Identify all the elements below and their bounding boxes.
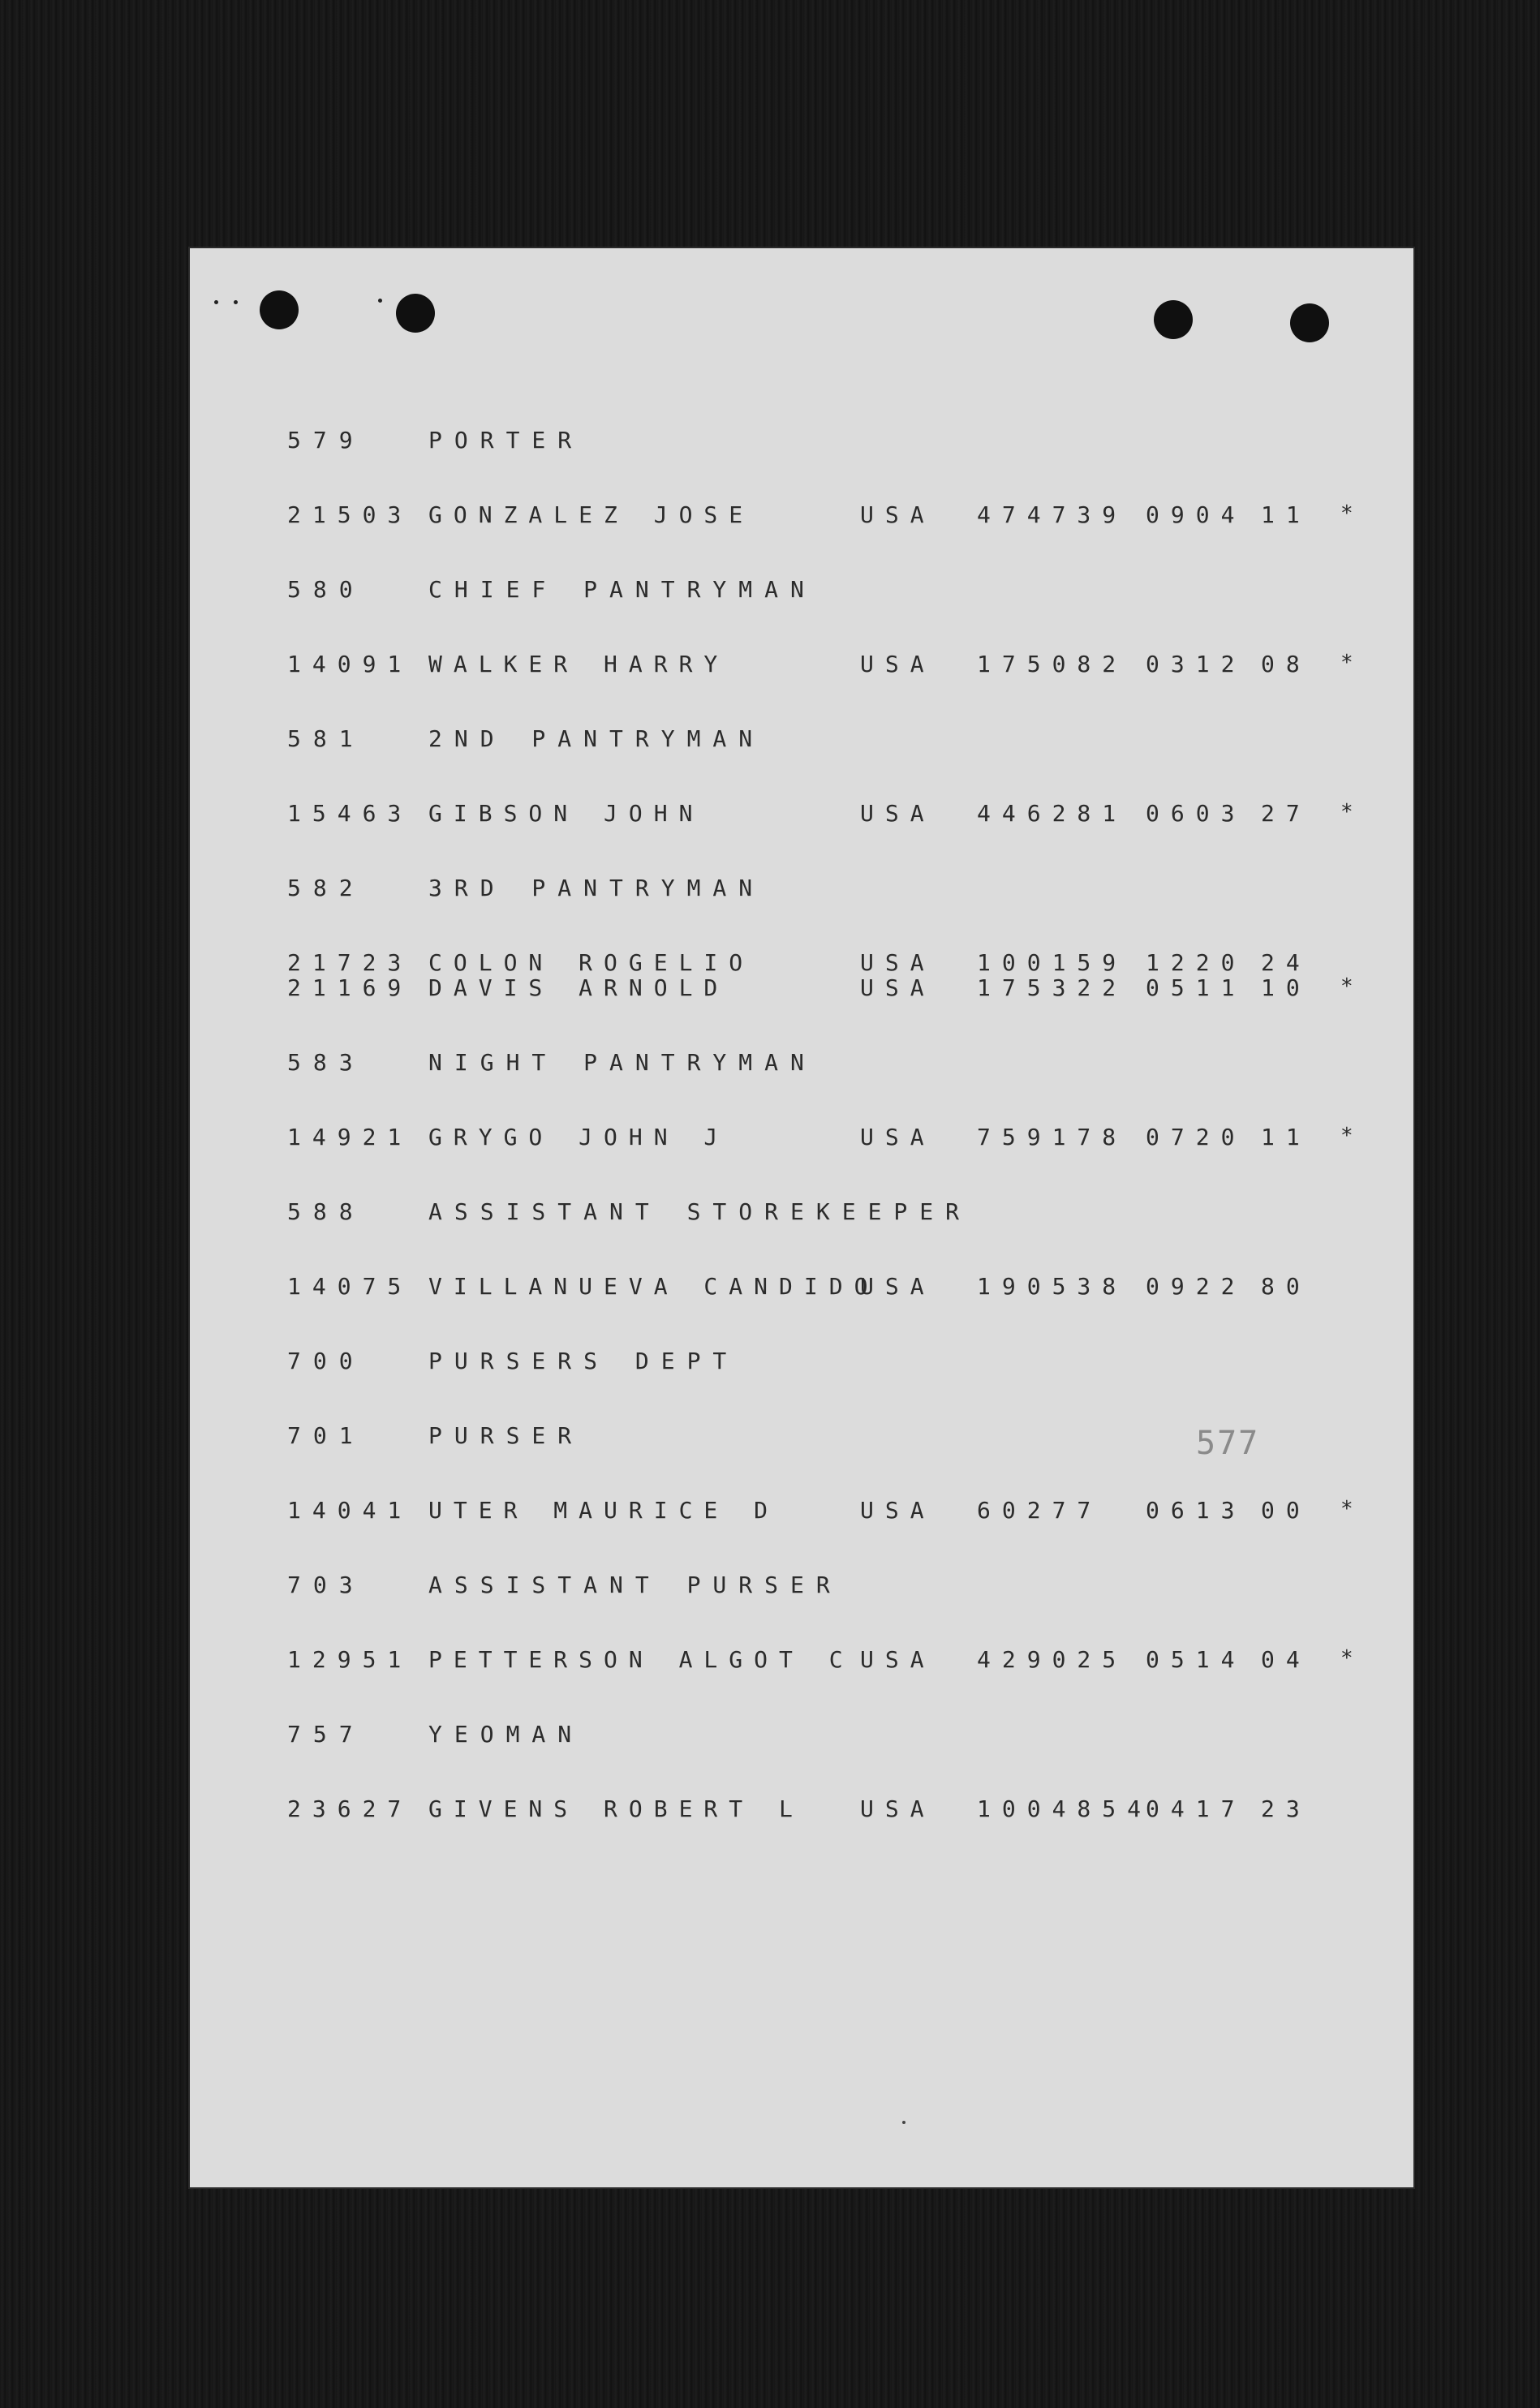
asterisk-mark: * [1340,974,1353,999]
certificate-number: 429025 [977,1646,1128,1673]
punch-hole [260,290,299,329]
asterisk-mark: * [1340,1497,1353,1521]
date-code: 1220 [1146,949,1246,976]
date-code: 0922 [1146,1273,1246,1300]
ink-speck [378,299,382,303]
section-header [190,1198,1413,1231]
section-header [190,427,1413,459]
ink-speck [214,300,218,304]
date-code: 0613 [1146,1497,1246,1524]
employee-name: WALKER HARRY [428,651,729,677]
section-header [190,1721,1413,1753]
section-title: PURSER [428,1422,584,1449]
section-title: 2ND PANTRYMAN [428,725,765,752]
page-number-mark: 577 [1196,1425,1260,1462]
section-header [190,725,1413,758]
date-code: 0904 [1146,501,1246,528]
certificate-number: 175082 [977,651,1128,677]
employee-name: COLON ROGELIO [428,949,755,976]
certificate-number: 175322 [977,974,1128,1001]
personnel-row [190,800,1413,832]
certificate-number: 100159 [977,949,1128,976]
section-title: CHIEF PANTRYMAN [428,576,816,603]
section-header [190,1348,1413,1380]
date-code: 0417 [1146,1795,1246,1822]
employee-name: PETTERSON ALGOT C [428,1646,854,1673]
section-header [190,576,1413,608]
personnel-row [190,1497,1413,1529]
section-title: 3RD PANTRYMAN [428,875,765,901]
value: 00 [1261,1497,1311,1524]
nationality: USA [860,974,936,1001]
value: 27 [1261,800,1311,827]
employee-name: GONZALEZ JOSE [428,501,755,528]
employee-id: 14921 [287,1124,413,1150]
employee-name: UTER MAURICE D [428,1497,780,1524]
certificate-number: 190538 [977,1273,1128,1300]
section-code: 701 [287,1422,365,1449]
personnel-row [190,1646,1413,1679]
nationality: USA [860,1497,936,1524]
punch-hole [1290,303,1329,342]
date-code: 0720 [1146,1124,1246,1150]
certificate-number: 446281 [977,800,1128,827]
personnel-row [190,1124,1413,1156]
nationality: USA [860,1273,936,1300]
employee-id: 14041 [287,1497,413,1524]
date-code: 0312 [1146,651,1246,677]
personnel-row [190,501,1413,534]
employee-name: GIVENS ROBERT L [428,1795,804,1822]
employee-id: 15463 [287,800,413,827]
section-code: 757 [287,1721,365,1748]
employee-name: VILLANUEVA CANDIDO [428,1273,880,1300]
value: 23 [1261,1795,1311,1822]
value: 24 [1261,949,1311,976]
date-code: 0514 [1146,1646,1246,1673]
nationality: USA [860,1795,936,1822]
asterisk-mark: * [1340,651,1353,675]
section-title: PORTER [428,427,584,454]
document-sheet [190,248,1413,2187]
value: 10 [1261,974,1311,1001]
value: 04 [1261,1646,1311,1673]
section-code: 703 [287,1572,365,1598]
punch-hole [1154,300,1193,339]
employee-name: DAVIS ARNOLD [428,974,729,1001]
nationality: USA [860,651,936,677]
employee-id: 14091 [287,651,413,677]
employee-id: 21169 [287,974,413,1001]
personnel-row [190,1273,1413,1305]
value: 11 [1261,501,1311,528]
value: 11 [1261,1124,1311,1150]
employee-id: 14075 [287,1273,413,1300]
date-code: 0511 [1146,974,1246,1001]
nationality: USA [860,501,936,528]
employee-id: 23627 [287,1795,413,1822]
section-code: 580 [287,576,365,603]
asterisk-mark: * [1340,1646,1353,1671]
section-code: 581 [287,725,365,752]
section-code: 588 [287,1198,365,1225]
section-header [190,1049,1413,1081]
punch-hole [396,294,435,333]
date-code: 0603 [1146,800,1246,827]
ink-speck [234,300,238,304]
section-title: PURSERS DEPT [428,1348,739,1374]
value: 80 [1261,1273,1311,1300]
employee-name: GIBSON JOHN [428,800,704,827]
nationality: USA [860,949,936,976]
employee-id: 12951 [287,1646,413,1673]
personnel-row [190,974,1413,1007]
section-header [190,1572,1413,1604]
section-code: 700 [287,1348,365,1374]
section-title: ASSISTANT PURSER [428,1572,842,1598]
asterisk-mark: * [1340,800,1353,824]
section-code: 582 [287,875,365,901]
asterisk-mark: * [1340,501,1353,526]
section-header [190,875,1413,907]
value: 08 [1261,651,1311,677]
employee-id: 21503 [287,501,413,528]
asterisk-mark: * [1340,1124,1353,1148]
section-code: 583 [287,1049,365,1076]
employee-name: GRYGO JOHN J [428,1124,729,1150]
section-title: ASSISTANT STOREKEEPER [428,1198,972,1225]
nationality: USA [860,800,936,827]
section-code: 579 [287,427,365,454]
certificate-number: 474739 [977,501,1128,528]
certificate-number: 1004854 [977,1795,1153,1822]
paper-mark [902,2121,906,2124]
nationality: USA [860,1124,936,1150]
nationality: USA [860,1646,936,1673]
certificate-number: 759178 [977,1124,1128,1150]
certificate-number: 60277 [977,1497,1103,1524]
employee-id: 21723 [287,949,413,976]
personnel-row [190,651,1413,683]
section-title: NIGHT PANTRYMAN [428,1049,816,1076]
personnel-row [190,1795,1413,1828]
section-title: YEOMAN [428,1721,584,1748]
